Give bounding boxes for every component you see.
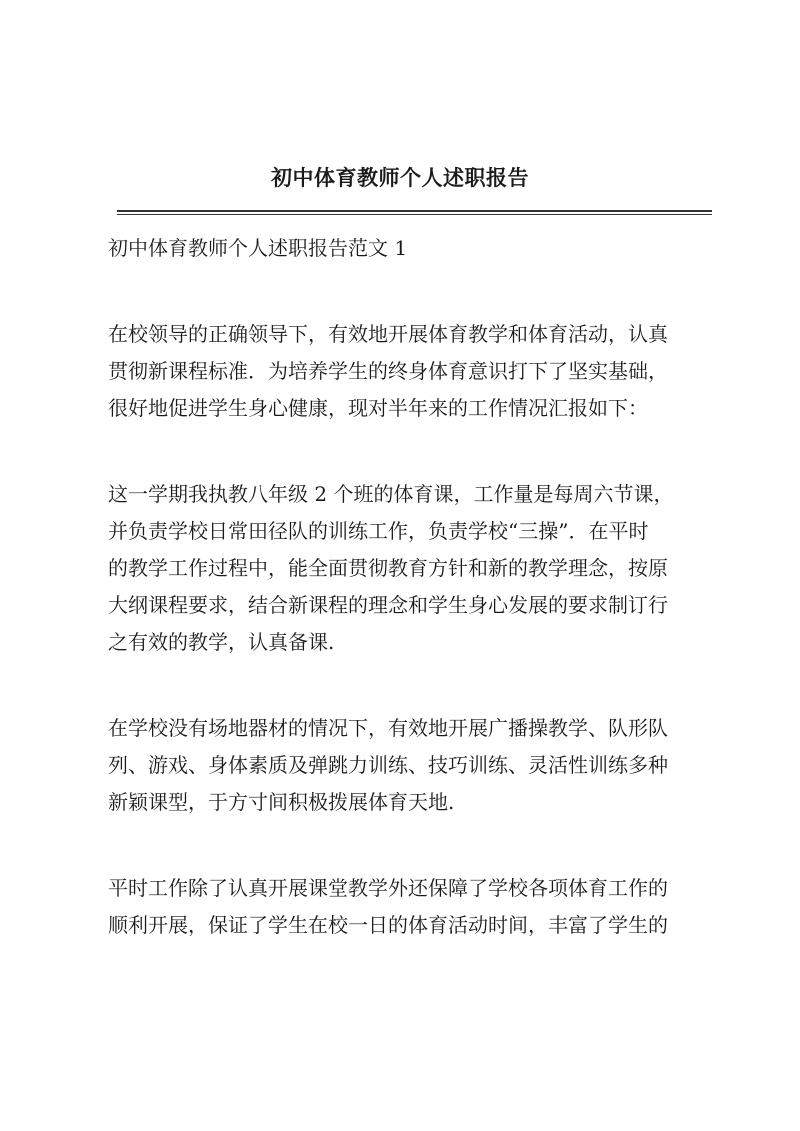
- paragraph-line: 贯彻新课程标准．为培养学生的终身体育意识打下了坚实基础，: [108, 359, 668, 383]
- paragraph-line: 很好地促进学生身心健康，现对半年来的工作情况汇报如下：: [108, 396, 648, 420]
- paragraph-line: 顺利开展，保证了学生在校一日的体育活动时间，丰富了学生的: [108, 913, 668, 937]
- title-rule-thick: [117, 210, 712, 212]
- paragraph: [108, 710, 718, 821]
- paragraph-line: 列、游戏、身体素质及弹跳力训练、技巧训练、灵活性训练多种: [108, 753, 668, 777]
- paragraph-line: 大纲课程要求，结合新课程的理念和学生身心发展的要求制订行: [108, 593, 668, 617]
- paragraph-line: 的教学工作过程中，能全面贯彻教育方针和新的教学理念，按原: [108, 556, 668, 580]
- paragraph-line: 平时工作除了认真开展课堂教学外还保障了学校各项体育工作的: [108, 876, 668, 900]
- document-title: 初中体育教师个人述职报告: [271, 165, 529, 190]
- paragraph-line: 之有效的教学，认真备课.: [108, 630, 335, 654]
- paragraph-line: 并负责学校日常田径队的训练工作，负责学校“三操”．在平时: [108, 519, 649, 543]
- paragraph-line: 在学校没有场地器材的情况下，有效地开展广播操教学、队形队: [108, 716, 668, 740]
- paragraph: [108, 476, 718, 661]
- paragraph-line: 新颖课型，于方寸间积极拨展体育天地.: [108, 790, 455, 814]
- title-rule-thin: [117, 214, 712, 215]
- document-subtitle: 初中体育教师个人述职报告范文 1: [108, 236, 408, 260]
- paragraph-line: 在校领导的正确领导下，有效地开展体育教学和体育活动，认真: [108, 322, 668, 346]
- document-body: [108, 230, 718, 993]
- paragraph: [108, 870, 718, 944]
- paragraph: [108, 316, 718, 427]
- paragraph-line: 这一学期我执教八年级 2 个班的体育课，工作量是每周六节课，: [108, 482, 674, 506]
